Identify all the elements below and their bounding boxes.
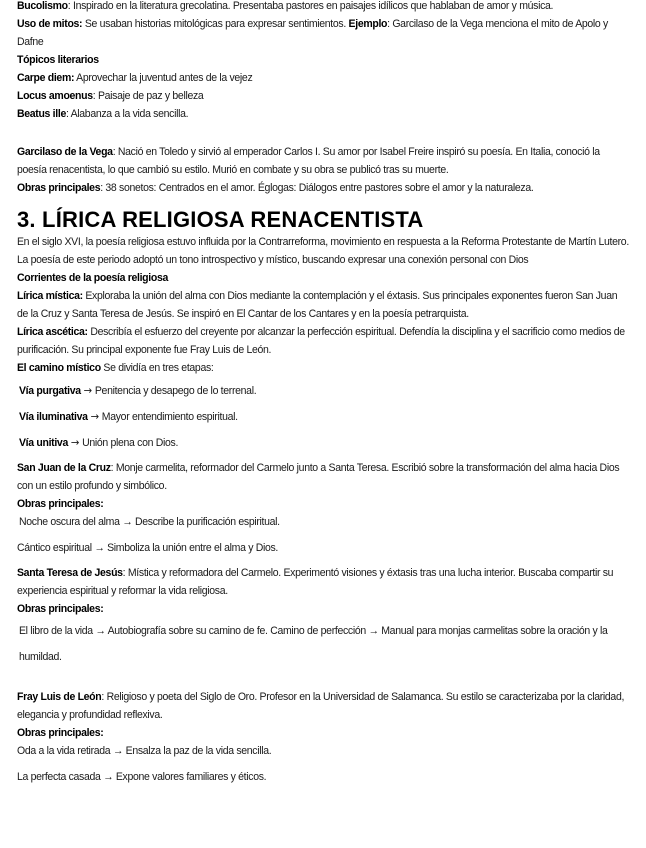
etapa-iluminativa <box>19 408 633 426</box>
arrow-icon: → <box>87 410 102 423</box>
fray-text: : Religioso y poeta del Siglo de Oro. Profesor en la Universidad de Salamanca. Su estilo se caracterizaba por la claridad, elegancia y profundidad reflexiva. <box>17 691 625 721</box>
carpe-diem-line <box>17 69 631 87</box>
teresa-obras-heading <box>17 600 631 618</box>
garcilaso-obras-text: : 38 sonetos: Centrados en el amor. Églogas: Diálogos entre pastores sobre el amor y la naturaleza. <box>100 182 534 194</box>
camino-line <box>17 359 631 377</box>
term-fray: Fray Luis de León <box>17 691 102 703</box>
ascetica-paragraph <box>17 323 631 359</box>
term-beatus-ille: Beatus ille <box>17 108 66 120</box>
sanjuan-obras-heading-text: Obras principales: <box>17 498 104 510</box>
iluminativa-text: Mayor entendimiento espiritual. <box>101 411 238 423</box>
topicos-heading <box>17 51 631 69</box>
fray-obra-item: Oda a la vida retirada → Ensalza la paz de la vida sencilla. <box>17 745 272 757</box>
mitos-paragraph <box>17 15 631 51</box>
beatus-ille-text: : Alabanza a la vida sencilla. <box>65 108 189 120</box>
locus-amoenus-line <box>17 87 631 105</box>
intro-paragraph: En el siglo XVI, la poesía religiosa estuvo influida por la Contrarreforma, movimiento en respuesta a la Reforma Protestante de Martín Lutero. La poesía de este periodo adoptó un tono introspectivo y místico, buscando expresar una conexión personal con Dios <box>17 236 629 266</box>
sanjuan-paragraph <box>17 459 631 495</box>
corrientes-heading-text: Corrientes de la poesía religiosa <box>17 272 169 284</box>
teresa-paragraph <box>17 564 631 600</box>
bucolismo-paragraph <box>17 0 631 15</box>
purgativa-text: Penitencia y desapego de lo terrenal. <box>94 385 257 397</box>
term-ejemplo: Ejemplo <box>348 18 388 30</box>
term-carpe-diem: Carpe diem: <box>17 72 75 84</box>
teresa-obras-heading-text: Obras principales: <box>17 603 104 615</box>
teresa-text: : Mística y reformadora del Carmelo. Experimentó visiones y éxtasis tras una lucha interior. Buscaba compartir su experiencia espiritual y reformar la vida religiosa. <box>17 567 614 597</box>
fray-obras-heading <box>17 724 631 742</box>
section-title: 3. LÍRICA RELIGIOSA RENACENTISTA <box>17 207 424 232</box>
mitos-text: Se usaban historias mitológicas para expresar sentimientos. <box>82 18 349 30</box>
camino-text: Se dividía en tres etapas: <box>100 362 214 374</box>
ascetica-text: Describía el esfuerzo del creyente por alcanzar la perfección espiritual. Defendía la disciplina y el sacrificio como medios de purificación. Su principal exponente fue Fray Luis de León. <box>17 326 625 356</box>
term-teresa: Santa Teresa de Jesús <box>17 567 123 579</box>
term-mistica: Lírica mística: <box>17 290 83 302</box>
carpe-diem-text: Aprovechar la juventud antes de la vejez <box>74 72 253 84</box>
term-iluminativa: Vía iluminativa <box>19 411 88 423</box>
term-mitos: Uso de mitos: <box>17 18 83 30</box>
fray-paragraph <box>17 688 631 724</box>
bucolismo-text: : Inspirado en la literatura grecolatina. Presentaba pastores en paisajes idílicos que hablaban de amor y música. <box>67 0 554 12</box>
arrow-icon: → <box>80 384 95 397</box>
term-bucolismo: Bucolismo <box>17 0 68 12</box>
term-purgativa: Vía purgativa <box>19 385 81 397</box>
arrow-icon: → <box>67 436 83 449</box>
sanjuan-obra-item: Cántico espiritual → Simboliza la unión entre el alma y Dios. <box>17 542 279 554</box>
garcilaso-obras-paragraph <box>17 179 631 197</box>
term-unitiva: Vía unitiva <box>19 437 68 449</box>
ejemplo-text: : Garcilaso de la Vega menciona el mito de Apolo y Dafne <box>17 18 608 48</box>
corrientes-heading <box>17 269 631 287</box>
unitiva-text: Unión plena con Dios. <box>82 437 179 449</box>
mistica-paragraph <box>17 287 631 323</box>
term-sanjuan: San Juan de la Cruz <box>17 462 111 474</box>
term-camino: El camino místico <box>17 362 101 374</box>
teresa-obras-text: El libro de la vida → Autobiografía sobre su camino de fe. Camino de perfección → Manual para monjas carmelitas sobre la oración y la humildad. <box>19 625 608 663</box>
topicos-heading-text: Tópicos literarios <box>17 54 99 66</box>
etapa-unitiva <box>19 434 633 452</box>
garcilaso-text: : Nació en Toledo y sirvió al emperador Carlos I. Su amor por Isabel Freire inspiró su poesía. En Italia, conoció la poesía renacentista, lo que cambió su estilo. Murió en combate y su obra se publicó tras su muerte. <box>17 146 600 176</box>
fray-obra-item: La perfecta casada → Expone valores familiares y éticos. <box>17 771 267 783</box>
sanjuan-text: : Monje carmelita, reformador del Carmelo junto a Santa Teresa. Escribió sobre la transformación del alma hacia Dios con un estilo profundo y simbólico. <box>17 462 620 492</box>
term-obras-garcilaso: Obras principales <box>17 182 101 194</box>
fray-obras-heading-text: Obras principales: <box>17 727 104 739</box>
sanjuan-obra-item: Noche oscura del alma → Describe la purificación espiritual. <box>19 516 280 528</box>
locus-amoenus-text: : Paisaje de paz y belleza <box>92 90 204 102</box>
term-garcilaso: Garcilaso de la Vega <box>17 146 113 158</box>
beatus-ille-line <box>17 105 631 123</box>
sanjuan-obras-heading <box>17 495 631 513</box>
mistica-text: Exploraba la unión del alma con Dios mediante la contemplación y el éxtasis. Sus principales exponentes fueron San Juan de la Cruz y Santa Teresa de Jesús. Se inspiró en El Cantar de los Cantares y en la poesía petrarquista. <box>17 290 618 320</box>
garcilaso-paragraph <box>17 143 631 179</box>
term-locus-amoenus: Locus amoenus <box>17 90 93 102</box>
etapa-purgativa <box>19 382 633 400</box>
term-ascetica: Lírica ascética: <box>17 326 88 338</box>
